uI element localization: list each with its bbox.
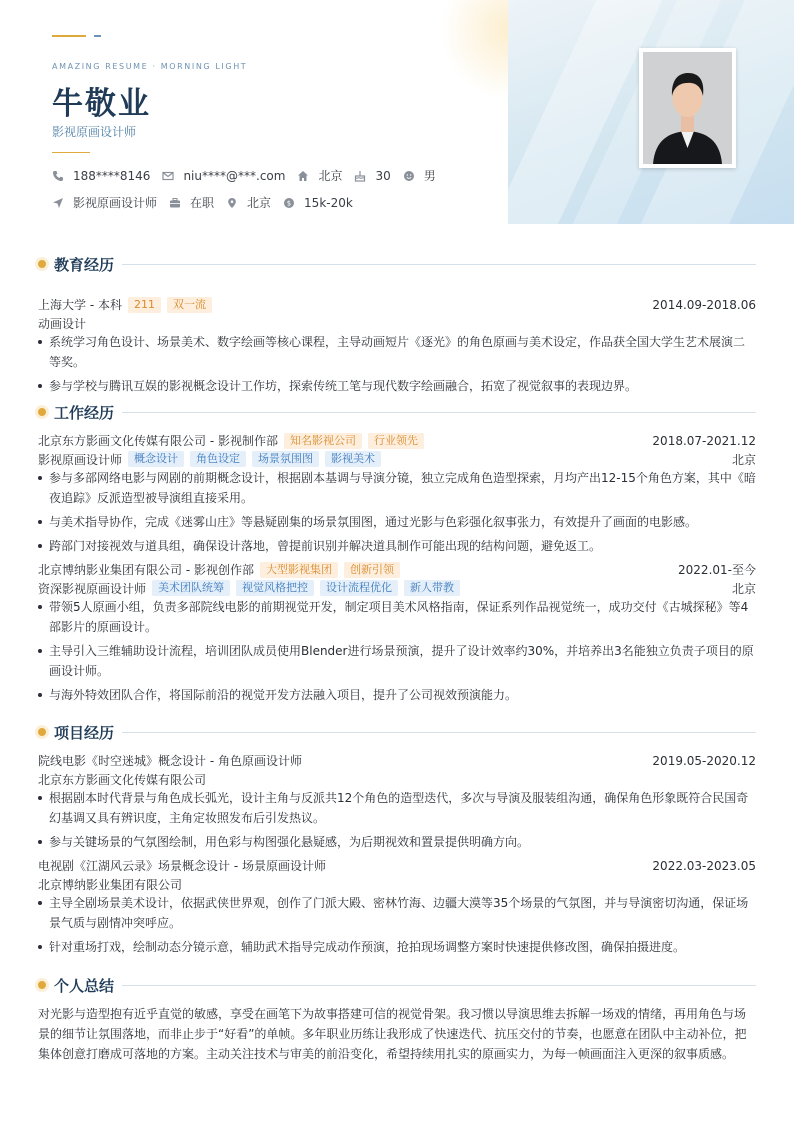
company-tag: 大型影视集团 xyxy=(260,562,338,578)
project-date: 2019.05-2020.12 xyxy=(652,753,756,768)
resume-tagline: AMAZING RESUME · MORNING LIGHT xyxy=(52,62,248,71)
skill-tag: 场景氛围图 xyxy=(252,451,319,467)
work-bullets xyxy=(38,468,756,556)
education-header xyxy=(38,253,756,275)
section-dot-icon xyxy=(38,408,46,416)
work-role-row xyxy=(38,579,756,597)
title-divider xyxy=(52,152,90,153)
home-icon xyxy=(297,170,309,182)
skill-tag: 角色设定 xyxy=(190,451,246,467)
section-dot-icon xyxy=(38,981,46,989)
company-tag: 行业领先 xyxy=(368,433,424,449)
education-bullets xyxy=(38,332,756,396)
location-icon xyxy=(226,197,238,209)
contact-info-row xyxy=(52,167,448,184)
company-name: 北京东方影画文化传媒有限公司 - 影视制作部 xyxy=(38,434,278,448)
project-bullets xyxy=(38,893,756,957)
profile-photo xyxy=(643,52,732,164)
section-divider xyxy=(122,412,756,413)
candidate-title: 影视原画设计师 xyxy=(52,125,137,139)
skill-tag: 美术团队统筹 xyxy=(152,580,230,596)
section-dot-icon xyxy=(38,728,46,736)
work-city: 北京 xyxy=(731,581,756,596)
project-entry-head xyxy=(38,856,756,875)
mail-icon xyxy=(162,170,174,182)
work-entry xyxy=(38,431,756,556)
school-name: 上海大学 - 本科 xyxy=(38,298,122,312)
smiley-icon xyxy=(403,170,415,182)
section-divider xyxy=(122,985,756,986)
list-item: 主导引入三维辅助设计流程，培训团队成员使用Blender进行场景预演，提升了设计效率约30%，并培养出3名能独立负责子项目的原画设计师。 xyxy=(38,641,756,681)
list-item: 带领5人原画小组，负责多部院线电影的前期视觉开发，制定项目美术风格指南，保证系列作品视觉统一，成功交付《古城探秘》等4部影片的原画设计。 xyxy=(38,597,756,637)
work-date: 2022.01-至今 xyxy=(678,563,756,577)
intent-city: 北京 xyxy=(226,194,271,211)
work-entry xyxy=(38,560,756,705)
work-entry-head xyxy=(38,560,756,579)
list-item: 跨部门对接视效与道具组，确保设计落地，曾提前识别并解决道具制作可能出现的结构问题，避免返工。 xyxy=(38,536,756,556)
section-title: 个人总结 xyxy=(54,976,115,995)
list-item: 针对重场打戏，绘制动态分镜示意，辅助武术指导完成动作预演，抢拍现场调整方案时快速提供修改图，确保拍摄进度。 xyxy=(38,937,756,957)
project-name: 电视剧《江湖风云录》场景概念设计 - 场景原画设计师 xyxy=(38,859,326,873)
section-title: 项目经历 xyxy=(54,723,115,742)
project-entry xyxy=(38,751,756,852)
school-tag: 双一流 xyxy=(167,297,212,313)
intent-status: 在职 xyxy=(169,194,214,211)
school-tag: 211 xyxy=(128,297,161,313)
company-name: 北京博纳影业集团有限公司 - 影视创作部 xyxy=(38,563,254,577)
summary-header xyxy=(38,974,756,996)
list-item: 与美术指导协作，完成《迷雾山庄》等悬疑剧集的场景氛围图，通过光影与色彩强化叙事张力，有效提升了画面的电影感。 xyxy=(38,512,756,532)
role-name: 资深影视原画设计师 xyxy=(38,581,147,596)
work-header xyxy=(38,401,756,423)
project-org: 北京博纳影业集团有限公司 xyxy=(38,877,183,892)
summary-text: 对光影与造型抱有近乎直觉的敏感，享受在画笔下为故事搭建可信的视觉骨架。我习惯以导演思维去拆解一场戏的情绪，再用角色与场景的细节让氛围落地，而非止步于“好看”的单帧。多年职业历练让我形成了快速迭代、抗压交付的节奏，也愿意在团队中主动补位，把集体创意打磨成可落地的方案。主动关注技术与审美的前沿变化，希望持续用扎实的原画实力，为每一帧画面注入更深的叙事质感。 xyxy=(38,1007,747,1061)
project-entry xyxy=(38,856,756,957)
company-tag: 创新引领 xyxy=(344,562,400,578)
coin-icon xyxy=(283,197,295,209)
list-item: 与海外特效团队合作，将国际前沿的视觉开发方法融入项目，提升了公司视效预演能力。 xyxy=(38,685,756,705)
phone-info: 188****8146 xyxy=(52,169,150,183)
project-bullets xyxy=(38,788,756,852)
projects-section xyxy=(38,721,756,961)
skill-tag: 影视美术 xyxy=(325,451,381,467)
work-city: 北京 xyxy=(731,452,756,467)
work-date: 2018.07-2021.12 xyxy=(652,433,756,448)
skill-tag: 视觉风格把控 xyxy=(236,580,314,596)
work-bullets xyxy=(38,597,756,705)
svg-text:$: $ xyxy=(286,199,292,208)
project-org: 北京东方影画文化传媒有限公司 xyxy=(38,772,207,787)
section-divider xyxy=(122,264,756,265)
section-title: 工作经历 xyxy=(54,403,115,422)
education-major: 动画设计 xyxy=(38,316,87,331)
briefcase-icon xyxy=(169,197,181,209)
education-entry-head xyxy=(38,295,756,314)
skill-tag: 设计流程优化 xyxy=(320,580,398,596)
portrait-illustration xyxy=(643,52,732,164)
list-item: 系统学习角色设计、场景美术、数字绘画等核心课程，主导动画短片《逐光》的角色原画与美术设定，作品获全国大学生艺术展演二等奖。 xyxy=(38,332,756,372)
project-entry-head xyxy=(38,751,756,770)
age-info: 30 xyxy=(354,169,390,183)
skill-tag: 新人带教 xyxy=(404,580,460,596)
projects-header xyxy=(38,721,756,743)
education-section xyxy=(38,253,756,400)
project-date: 2022.03-2023.05 xyxy=(652,858,756,873)
hometown-info: 北京 xyxy=(297,167,342,184)
intent-position: 影视原画设计师 xyxy=(52,194,157,211)
candidate-name: 牛敬业 xyxy=(52,86,151,122)
role-name: 影视原画设计师 xyxy=(38,452,123,467)
skill-tag: 概念设计 xyxy=(128,451,184,467)
list-item: 主导全剧场景美术设计，依据武侠世界观，创作了门派大殿、密林竹海、边疆大漠等35个场景的气氛图，并与导演密切沟通，保证场景气质与剧情冲突呼应。 xyxy=(38,893,756,933)
education-date: 2014.09-2018.06 xyxy=(652,297,756,312)
section-divider xyxy=(122,732,756,733)
work-section xyxy=(38,401,756,709)
work-entry-head xyxy=(38,431,756,450)
list-item: 参与关键场景的气氛图绘制，用色彩与构图强化悬疑感，为后期视效和置景提供明确方向。 xyxy=(38,832,756,852)
project-name: 院线电影《时空迷城》概念设计 - 角色原画设计师 xyxy=(38,754,302,768)
list-item: 参与多部网络电影与网剧的前期概念设计，根据剧本基调与导演分镜，独立完成角色造型探索，月均产出12-15个角色方案，其中《暗夜追踪》反派造型被导演组直接采用。 xyxy=(38,468,756,508)
work-role-row xyxy=(38,450,756,468)
phone-icon xyxy=(52,170,64,182)
profile-photo-frame xyxy=(639,48,736,168)
section-title: 教育经历 xyxy=(54,255,115,274)
job-intent-row xyxy=(52,194,365,211)
list-item: 根据剧本时代背景与角色成长弧光，设计主角与反派共12个角色的造型迭代，多次与导演及服装组沟通，确保角色形象既符合民国奇幻基调又具有辨识度，主角定妆照发布后引发热议。 xyxy=(38,788,756,828)
email-info: niu****@***.com xyxy=(162,169,285,183)
gender-info: 男 xyxy=(403,167,436,184)
send-icon xyxy=(52,197,64,209)
list-item: 参与学校与腾讯互娱的影视概念设计工作坊，探索传统工笔与现代数字绘画融合，拓宽了视觉叙事的表现边界。 xyxy=(38,376,756,396)
company-tag: 知名影视公司 xyxy=(284,433,362,449)
summary-section xyxy=(38,974,756,1064)
cake-icon xyxy=(354,170,366,182)
section-dot-icon xyxy=(38,260,46,268)
intent-salary: $ 15k-20k xyxy=(283,196,353,210)
